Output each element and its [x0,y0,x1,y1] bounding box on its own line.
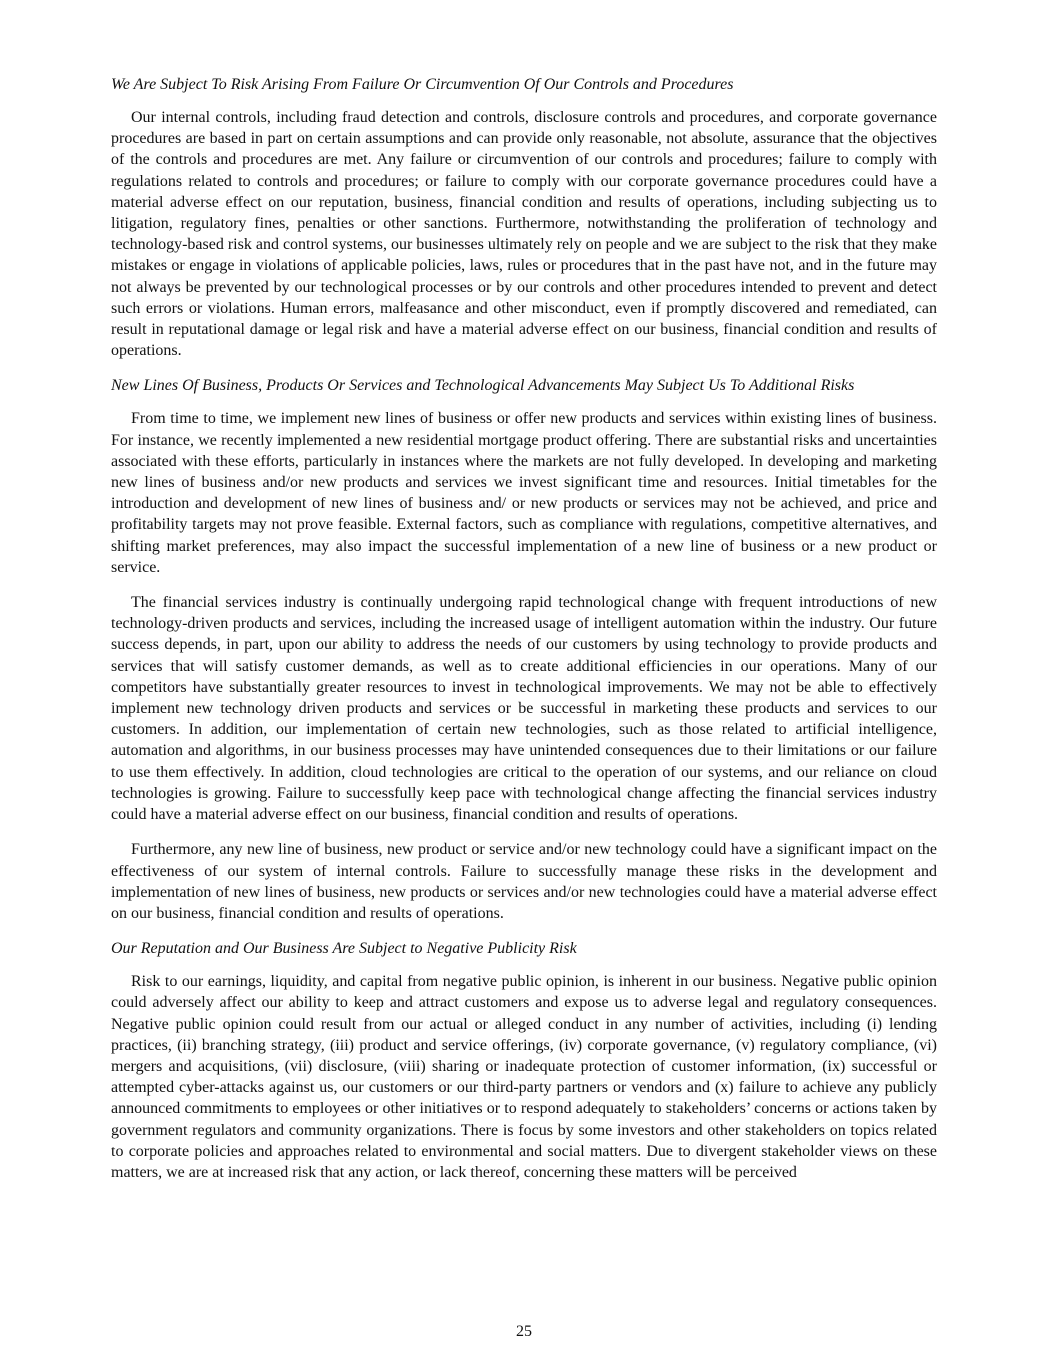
section-reputation-risk [111,938,937,1183]
page-number: 25 [516,1323,532,1340]
section-new-business-risk [111,375,937,924]
section-heading: New Lines Of Business, Products Or Services and Technological Advancements May Subject Us To Additional Risks [111,377,855,395]
section-controls-risk [111,74,937,361]
paragraph: Our internal controls, including fraud detection and controls, disclosure controls and procedures, and corporate governance procedures are based in part on certain assumptions and can provide only reasonable, not absolute, assurance that the objectives of the controls and procedures are met. Any failure or circumvention of our controls and procedures; failure to comply with regulations related to controls and procedures; or failure to comply with our corporate governance procedures could have a material adverse effect on our reputation, business, financial condition and results of operations, including subjecting us to litigation, regulatory fines, penalties or other sanctions. Furthermore, notwithstanding the proliferation of technology and technology-based risk and control systems, our businesses ultimately rely on people and we are subject to the risk that they make mistakes or engage in violations of applicable policies, laws, rules or procedures that in the past have not, and in the future may not always be prevented by our technological processes or by our controls and other procedures intended to prevent and detect such errors or violations. Human errors, malfeasance and other misconduct, even if promptly discovered and remediated, can result in reputational damage or legal risk and have a material adverse effect on our business, financial condition and results of operations. [111,109,938,360]
section-heading: Our Reputation and Our Business Are Subject to Negative Publicity Risk [111,940,577,958]
paragraph: Furthermore, any new line of business, new product or service and/or new technology could have a significant impact on the effectiveness of our system of internal controls. Failure to successfully manage these risks in the development and implementation of new lines of business, new products or services and/or new technologies could have a material adverse effect on our business, financial condition and results of operations. [111,841,937,922]
section-heading: We Are Subject To Risk Arising From Failure Or Circumvention Of Our Controls and Procedures [111,76,734,93]
paragraph: Risk to our earnings, liquidity, and capital from negative public opinion, is inherent in our business. Negative public opinion could adversely affect our ability to keep and attract customers and expose us to adverse legal and regulatory consequences. Negative public opinion could result from our actual or alleged conduct in any number of activities, including (i) lending practices, (ii) branching strategy, (iii) product and service offerings, (iv) corporate governance, (v) regulatory compliance, (vi) mergers and acquisitions, (vii) disclosure, (viii) sharing or inadequate protection of customer information, (ix) successful or attempted cyber-attacks against us, our customers or our third-party partners or vendors and (x) failure to achieve any publicly announced commitments to employees or other initiatives or to respond adequately to stakeholders’ concerns or actions taken by government regulators and community organizations. There is focus by some investors and other stakeholders on topics related to corporate policies and approaches related to environmental and social matters. Due to divergent stakeholder views on these matters, we are at increased risk that any action, or lack thereof, concerning these matters will be perceived [111,973,937,1181]
document-page [111,74,937,1197]
paragraph: From time to time, we implement new lines of business or offer new products and services within existing lines of business. For instance, we recently implemented a new residential mortgage product offering. There are substantial risks and uncertainties associated with these efforts, particularly in instances where the markets are not fully developed. In developing and marketing new lines of business and/or new products and services we invest significant time and resources. Initial timetables for the introduction and development of new lines of business and/ or new products or services may not be achieved, and price and profitability targets may not prove feasible. External factors, such as compliance with regulations, competitive alternatives, and shifting market preferences, may also impact the successful implementation of a new line of business or a new product or service. [111,410,937,576]
paragraph: The financial services industry is continually undergoing rapid technological change with frequent introductions of new technology-driven products and services, including the increased usage of intelligent automation within the industry. Our future success depends, in part, upon our ability to address the needs of our customers by using technology to provide products and services that will satisfy customer demands, as well as to create additional efficiencies in our operations. Many of our competitors have substantially greater resources to invest in technological improvements. We may not be able to effectively implement new technology driven products and services or be successful in marketing these products and services to our customers. In addition, our implementation of certain new technologies, such as those related to artificial intelligence, automation and algorithms, in our business processes may have unintended consequences due to their limitations or our failure to use them effectively. In addition, cloud technologies are critical to the operation of our systems, and our reliance on cloud technologies is growing. Failure to successfully keep pace with technological change affecting the financial services industry could have a material adverse effect on our business, financial condition and results of operations. [111,594,937,824]
